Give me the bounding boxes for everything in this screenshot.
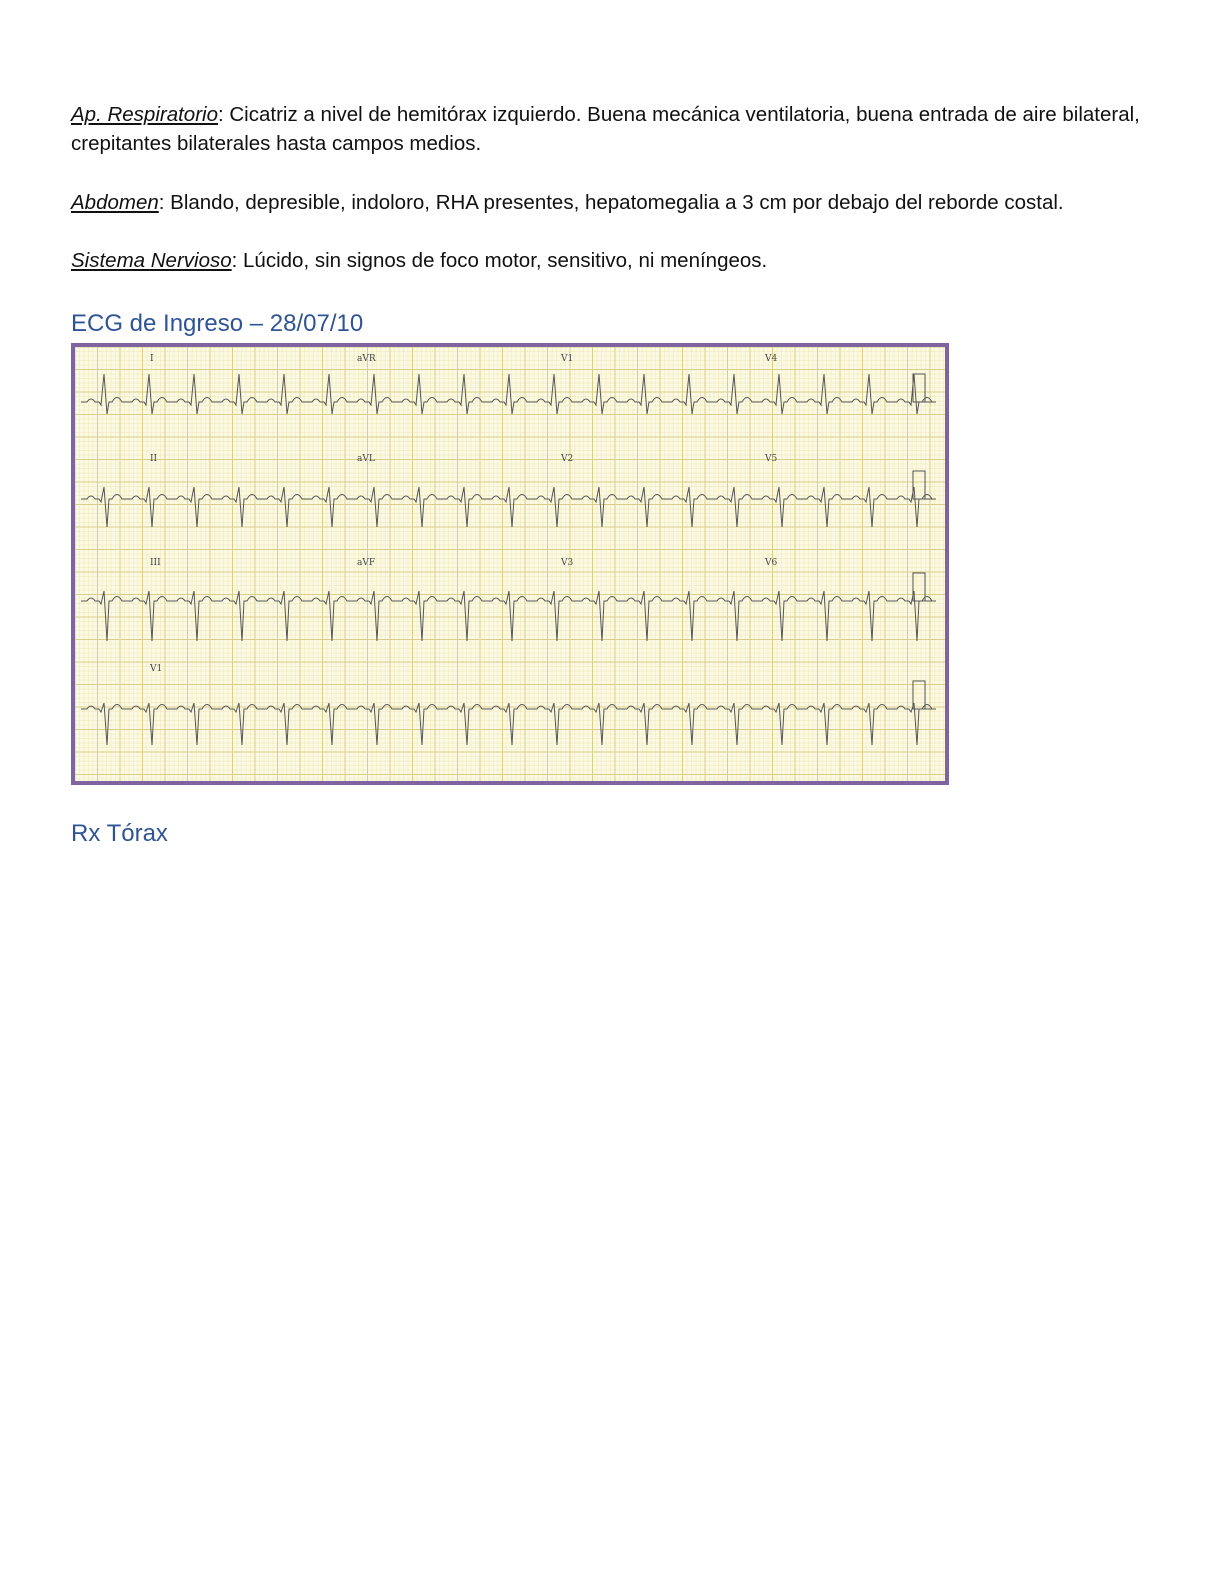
lead-label: V1: [561, 354, 574, 364]
nervous-system-text: : Lúcido, sin signos de foco motor, sensitivo, ni meníngeos.: [231, 249, 768, 272]
lead-label: V5: [765, 454, 778, 464]
lead-label: V2: [561, 454, 574, 464]
lead-label: V4: [765, 354, 778, 364]
rx-heading: Rx Tórax: [71, 820, 168, 847]
respiratory-paragraph: [71, 100, 1146, 158]
lead-label: V3: [561, 558, 574, 568]
nervous-system-label: Sistema Nervioso: [71, 249, 232, 272]
lead-label: aVF: [357, 558, 376, 568]
abdomen-text: : Blando, depresible, indoloro, RHA presentes, hepatomegalia a 3 cm por debajo del reborde costal.: [158, 191, 1064, 214]
lead-label: III: [150, 558, 161, 568]
ecg-heading: ECG de Ingreso – 28/07/10: [71, 310, 364, 337]
respiratory-text: : Cicatriz a nivel de hemitórax izquierdo. Buena mecánica ventilatoria, buena entrada de aire bilateral, crepitantes bilaterales hasta campos medios.: [71, 103, 1140, 155]
ecg-image: [71, 343, 949, 785]
respiratory-label: Ap. Respiratorio: [71, 103, 218, 126]
lead-label: I: [150, 354, 154, 364]
lead-label: V1: [150, 664, 163, 674]
ecg-tracing: [75, 347, 945, 781]
abdomen-paragraph: [71, 188, 1146, 217]
lead-label: II: [150, 454, 158, 464]
lead-label: V6: [765, 558, 778, 568]
lead-label: aVR: [357, 354, 376, 364]
lead-label: aVL: [357, 454, 375, 464]
abdomen-label: Abdomen: [71, 191, 159, 214]
nervous-system-paragraph: [71, 246, 1146, 275]
